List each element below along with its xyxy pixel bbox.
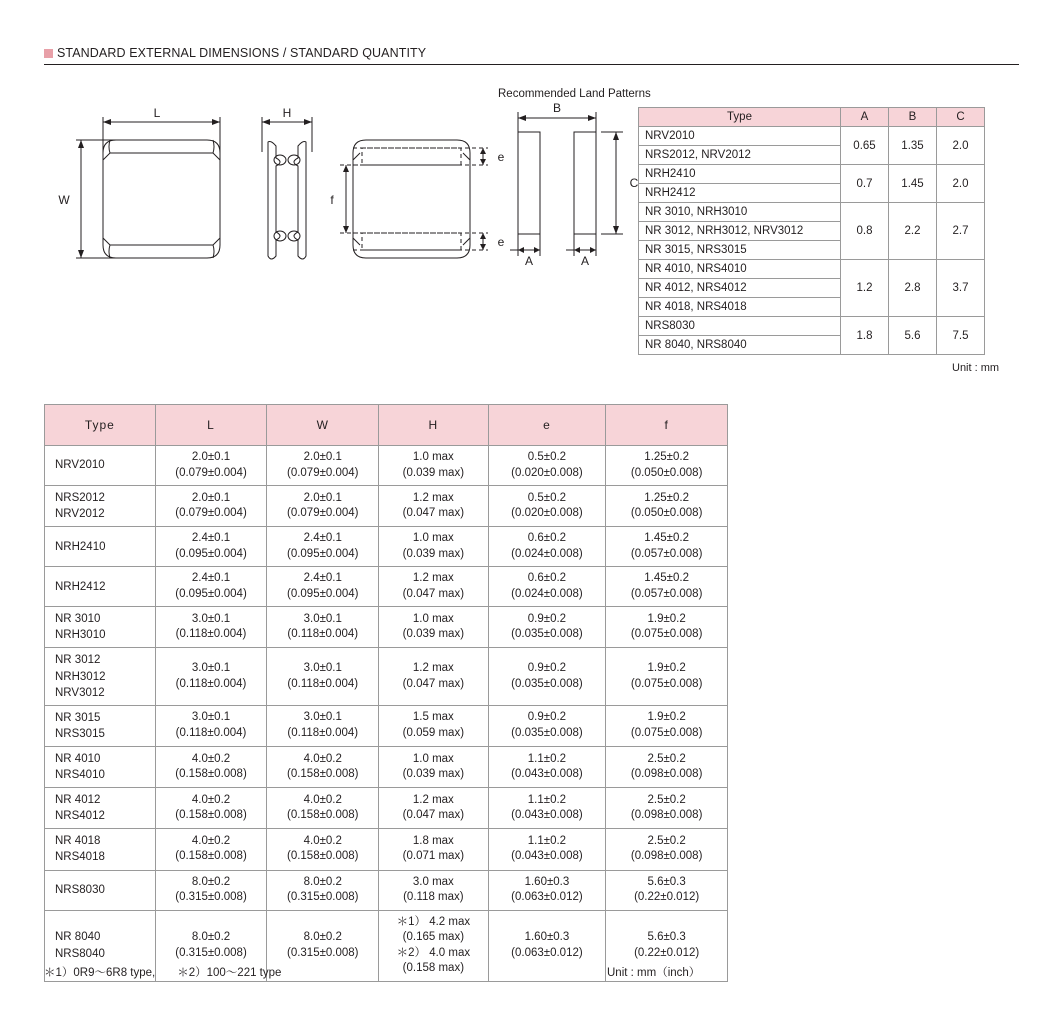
label-e-top: e — [497, 150, 505, 164]
abc-value-b: 2.8 — [889, 260, 937, 317]
cell-H: 1.2 max (0.047 max) — [379, 648, 488, 705]
cell-H: 1.0 max (0.039 max) — [379, 446, 488, 486]
abc-value-c: 3.7 — [937, 260, 985, 317]
dim-header-l: L — [155, 405, 267, 446]
cell-f: 5.6±0.3 (0.22±0.012) — [606, 910, 728, 981]
cell-L: 2.4±0.1 (0.095±0.004) — [155, 527, 267, 567]
cell-e: 0.9±0.2 (0.035±0.008) — [488, 607, 606, 648]
cell-W: 4.0±0.2 (0.158±0.008) — [267, 829, 379, 870]
label-L: L — [153, 106, 161, 120]
table-row — [45, 527, 728, 567]
cell-f: 1.9±0.2 (0.075±0.008) — [606, 607, 728, 648]
type-line: NRV2010 — [55, 459, 105, 472]
abc-header-a: A — [841, 108, 889, 127]
abc-value-b: 1.35 — [889, 127, 937, 165]
cell-W: 2.4±0.1 (0.095±0.004) — [267, 527, 379, 567]
section-marker-icon — [44, 49, 53, 58]
cell-H: 1.0 max (0.039 max) — [379, 746, 488, 787]
label-C: C — [629, 176, 639, 190]
table-row — [45, 446, 728, 486]
table-row — [639, 165, 985, 184]
abc-type: NRH2412 — [639, 184, 841, 203]
row-type: NR 3010 NRH3010 — [45, 607, 156, 648]
cell-W: 2.0±0.1 (0.079±0.004) — [267, 446, 379, 486]
cell-e: 0.9±0.2 (0.035±0.008) — [488, 648, 606, 705]
row-type: NR 8040 NRS8040 — [45, 910, 156, 981]
abc-value-a: 0.65 — [841, 127, 889, 165]
dim-header-type: Type — [45, 405, 156, 446]
abc-type: NRV2010 — [639, 127, 841, 146]
cell-L: 4.0±0.2 (0.158±0.008) — [155, 788, 267, 829]
abc-value-b: 1.45 — [889, 165, 937, 203]
cell-L: 2.0±0.1 (0.079±0.004) — [155, 486, 267, 527]
cell-H: 1.0 max (0.039 max) — [379, 527, 488, 567]
cell-f: 2.5±0.2 (0.098±0.008) — [606, 829, 728, 870]
cell-W: 3.0±0.1 (0.118±0.004) — [267, 648, 379, 705]
cell-H: 1.0 max (0.039 max) — [379, 607, 488, 648]
cell-W: 4.0±0.2 (0.158±0.008) — [267, 746, 379, 787]
cell-L: 2.0±0.1 (0.079±0.004) — [155, 446, 267, 486]
external-dimensions-table — [44, 404, 728, 982]
label-f: f — [330, 193, 334, 207]
dim-unit-note: Unit : mm（inch） — [607, 967, 701, 979]
cell-e: 1.60±0.3 (0.063±0.012) — [488, 870, 606, 910]
table-row — [45, 746, 728, 787]
dim-header-f: f — [606, 405, 728, 446]
component-drawings — [40, 90, 640, 380]
table-row — [639, 317, 985, 336]
table-footnotes — [44, 964, 281, 980]
abc-type: NR 3012, NRH3012, NRV3012 — [639, 222, 841, 241]
label-H: H — [282, 106, 292, 120]
row-type: NR 4012 NRS4012 — [45, 788, 156, 829]
cell-W: 2.4±0.1 (0.095±0.004) — [267, 567, 379, 607]
abc-header-c: C — [937, 108, 985, 127]
cell-f: 1.9±0.2 (0.075±0.008) — [606, 648, 728, 705]
cell-L: 4.0±0.2 (0.158±0.008) — [155, 746, 267, 787]
cell-H: 1.8 max (0.071 max) — [379, 829, 488, 870]
abc-header-b: B — [889, 108, 937, 127]
cell-e: 0.6±0.2 (0.024±0.008) — [488, 527, 606, 567]
cell-L: 2.4±0.1 (0.095±0.004) — [155, 567, 267, 607]
abc-value-a: 1.8 — [841, 317, 889, 355]
abc-value-a: 0.7 — [841, 165, 889, 203]
cell-L: 3.0±0.1 (0.118±0.004) — [155, 705, 267, 746]
cell-e: 0.6±0.2 (0.024±0.008) — [488, 567, 606, 607]
footnote-2: ＊2）100〜221 type — [177, 967, 282, 979]
cell-L: 3.0±0.1 (0.118±0.004) — [155, 648, 267, 705]
label-A-right: A — [580, 254, 590, 268]
table-row — [45, 788, 728, 829]
abc-value-c: 2.0 — [937, 165, 985, 203]
abc-unit-note: Unit : mm — [952, 362, 1000, 374]
abc-type: NR 4012, NRS4012 — [639, 279, 841, 298]
cell-f: 1.25±0.2 (0.050±0.008) — [606, 446, 728, 486]
cell-H: 1.2 max (0.047 max) — [379, 567, 488, 607]
abc-type: NRS2012, NRV2012 — [639, 146, 841, 165]
table-row — [45, 870, 728, 910]
cell-W: 4.0±0.2 (0.158±0.008) — [267, 788, 379, 829]
row-type: NRH2412 — [45, 567, 156, 607]
drawings-svg — [40, 90, 640, 380]
cell-H: 1.2 max (0.047 max) — [379, 788, 488, 829]
row-type: NR 3012 NRH3012 NRV3012 — [45, 648, 156, 705]
cell-f: 1.9±0.2 (0.075±0.008) — [606, 705, 728, 746]
cell-f: 1.25±0.2 (0.050±0.008) — [606, 486, 728, 527]
cell-f: 5.6±0.3 (0.22±0.012) — [606, 870, 728, 910]
cell-f: 1.45±0.2 (0.057±0.008) — [606, 567, 728, 607]
table-header-row — [639, 108, 985, 127]
label-e-bottom: e — [497, 235, 505, 249]
cell-H: 1.5 max (0.059 max) — [379, 705, 488, 746]
table-row — [639, 127, 985, 146]
abc-type: NRS8030 — [639, 317, 841, 336]
cell-e: 1.1±0.2 (0.043±0.008) — [488, 788, 606, 829]
abc-type: NR 4010, NRS4010 — [639, 260, 841, 279]
cell-L: 4.0±0.2 (0.158±0.008) — [155, 829, 267, 870]
row-type: NR 4010 NRS4010 — [45, 746, 156, 787]
footnote-1: ＊1）0R9〜6R8 type, — [44, 967, 156, 979]
cell-H: 1.2 max (0.047 max) — [379, 486, 488, 527]
abc-value-c: 2.0 — [937, 127, 985, 165]
cell-f: 2.5±0.2 (0.098±0.008) — [606, 746, 728, 787]
table-row — [45, 705, 728, 746]
row-type: NRH2410 — [45, 527, 156, 567]
abc-header-type: Type — [639, 108, 841, 127]
table-row — [639, 203, 985, 222]
label-W: W — [58, 193, 70, 207]
cell-f: 2.5±0.2 (0.098±0.008) — [606, 788, 728, 829]
cell-e: 1.1±0.2 (0.043±0.008) — [488, 746, 606, 787]
dim-header-e: e — [488, 405, 606, 446]
table-header-row — [45, 405, 728, 446]
cell-L: 8.0±0.2 (0.315±0.008) — [155, 870, 267, 910]
row-type: NRS2012 NRV2012 — [45, 486, 156, 527]
dim-header-w: W — [267, 405, 379, 446]
cell-W: 2.0±0.1 (0.079±0.004) — [267, 486, 379, 527]
cell-e: 0.5±0.2 (0.020±0.008) — [488, 446, 606, 486]
cell-e: 0.5±0.2 (0.020±0.008) — [488, 486, 606, 527]
land-pattern-dimensions-table — [638, 107, 985, 355]
table-row — [45, 829, 728, 870]
label-A-left: A — [524, 254, 534, 268]
abc-type: NR 3010, NRH3010 — [639, 203, 841, 222]
cell-e: 1.60±0.3 (0.063±0.012) — [488, 910, 606, 981]
cell-e: 1.1±0.2 (0.043±0.008) — [488, 829, 606, 870]
table-row — [639, 260, 985, 279]
table-row — [45, 567, 728, 607]
cell-e: 0.9±0.2 (0.035±0.008) — [488, 705, 606, 746]
cell-H: 3.0 max (0.118 max) — [379, 870, 488, 910]
abc-value-a: 1.2 — [841, 260, 889, 317]
abc-type: NR 4018, NRS4018 — [639, 298, 841, 317]
abc-value-b: 5.6 — [889, 317, 937, 355]
table-row — [45, 648, 728, 705]
land-patterns-label: Recommended Land Patterns — [498, 88, 651, 100]
cell-W: 8.0±0.2 (0.315±0.008) — [267, 870, 379, 910]
table-row — [45, 486, 728, 527]
row-type: NR 4018 NRS4018 — [45, 829, 156, 870]
section-header — [44, 46, 1019, 65]
row-type: NR 3015 NRS3015 — [45, 705, 156, 746]
row-type — [45, 446, 156, 486]
dim-header-h: H — [379, 405, 488, 446]
abc-value-b: 2.2 — [889, 203, 937, 260]
cell-W: 3.0±0.1 (0.118±0.004) — [267, 705, 379, 746]
abc-type: NRH2410 — [639, 165, 841, 184]
abc-value-c: 2.7 — [937, 203, 985, 260]
label-B: B — [552, 101, 562, 115]
abc-type: NR 3015, NRS3015 — [639, 241, 841, 260]
cell-L: 3.0±0.1 (0.118±0.004) — [155, 607, 267, 648]
table-row — [45, 607, 728, 648]
abc-value-c: 7.5 — [937, 317, 985, 355]
cell-L: 8.0±0.2 (0.315±0.008) — [155, 910, 267, 981]
cell-W: 8.0±0.2 (0.315±0.008) — [267, 910, 379, 981]
row-type: NRS8030 — [45, 870, 156, 910]
cell-H: ＊1） 4.2 max (0.165 max) ＊2） 4.0 max (0.158 max) — [379, 910, 488, 981]
cell-W: 3.0±0.1 (0.118±0.004) — [267, 607, 379, 648]
abc-type: NR 8040, NRS8040 — [639, 336, 841, 355]
cell-f: 1.45±0.2 (0.057±0.008) — [606, 527, 728, 567]
abc-value-a: 0.8 — [841, 203, 889, 260]
section-title: STANDARD EXTERNAL DIMENSIONS / STANDARD QUANTITY — [57, 46, 427, 60]
